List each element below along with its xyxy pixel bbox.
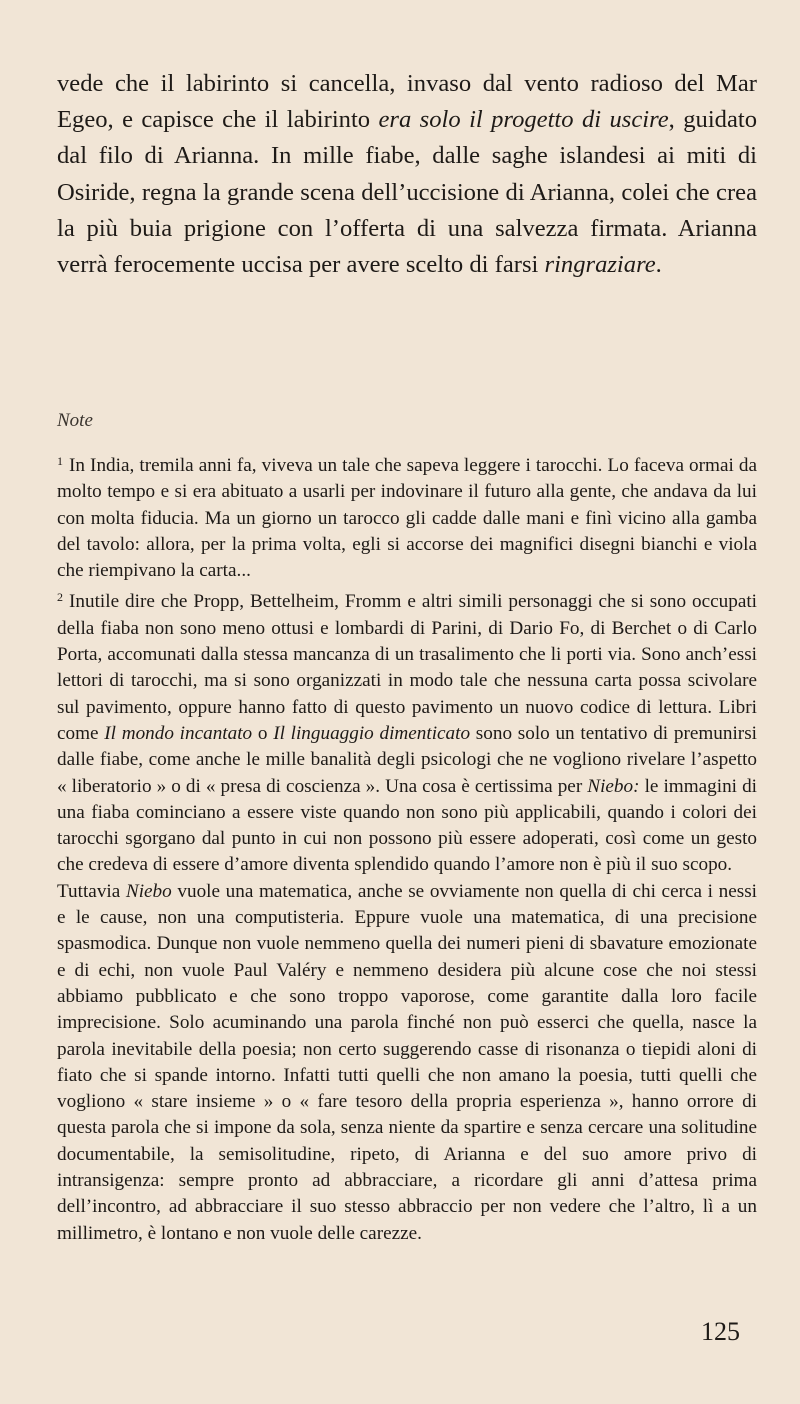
footnote-text: Tuttavia	[57, 880, 126, 902]
main-paragraph	[57, 66, 757, 283]
main-text-segment: , guidato dal filo di Arianna. In mille fiabe, dalle saghe islandesi ai miti di Osiride, regna la grande scena dell’uccisione di Arianna, colei che crea la più buia prigione con l’offerta di una salvezza firmata. Arianna verrà ferocemente uccisa per avere scelto di farsi	[57, 106, 757, 279]
notes-heading: Note	[57, 410, 93, 431]
footnote-text: sono solo un tentativo di premunirsi dalle fiabe, come anche le mille banalità degli psicologi che ne vogliono rivelare l’aspetto « liberatorio » o di « presa di coscienza ». Una cosa è certissima per	[57, 722, 757, 797]
footnote-text: In India, tremila anni fa, viveva un tale che sapeva leggere i tarocchi. Lo faceva ormai da molto tempo e si era abituato a usarli per indovinare il futuro alla gente, che andava da lui con molta fiducia. Ma un giorno un tarocco gli cadde dalle mani e finì vicino alla gamba del tavolo: allora, per la prima volta, egli si accorse dei magnifici disegni bianchi e viola che riempivano la carta...	[57, 455, 757, 582]
footnote-2	[57, 584, 757, 878]
footnote-marker: 1	[57, 454, 63, 468]
main-text-italic: ringraziare	[544, 251, 656, 279]
journal-name: Niebo	[125, 880, 172, 902]
book-title: Il linguaggio dimenticato	[273, 722, 471, 744]
footnote-text: o	[252, 722, 274, 744]
book-title: Il mondo incantato	[104, 722, 253, 744]
footnotes	[57, 448, 757, 1247]
journal-name: Niebo:	[587, 775, 640, 797]
footnote-1	[57, 448, 757, 584]
main-text-segment: .	[655, 251, 662, 279]
footnote-text: vuole una matematica, anche se ovviamente non quella di chi cerca i nessi e le cause, non una computisteria. Eppure vuole una matematica, di una precisione spasmodica. Dunque non vuole nemmeno quella dei numeri pieni di sbavature emozionate e di echi, non vuole Paul Valéry e nemmeno desidera più alcune cose che noi stessi abbiamo pubblicato e che sono troppo vaporose, come garantite dalla loro facile imprecisione. Solo acuminando una parola finché non può esserci che quella, nasce la parola inevitabile della poesia; non certo suggerendo casse di risonanza o tiepidi aloni di fiato che si spande intorno. Infatti tutti quelli che non amano la poesia, tutti quelli che vogliono « stare insieme » o « fare tesoro della propria esperienza », hanno orrore di questa parola che si impone da sola, senza niente da spartire e senza cercare una solitudine documentabile, la semisolitudine, ripeto, di Arianna e del suo amore privo di intransigenza: sempre pronto ad abbracciare, a ricordare gli anni d’attesa prima dell’incontro, ad abbracciare il suo stesso abbraccio per non vedere che l’altro, lì a un millimetro, è lontano e non vuole delle carezze.	[57, 880, 757, 1244]
footnote-marker: 2	[57, 590, 63, 605]
page-number: 125	[701, 1317, 740, 1346]
footnote-text: Inutile dire che Propp, Bettelheim, Fromm e altri simili personaggi che si sono occupati della fiaba non sono meno ottusi e lombardi di Parini, di Dario Fo, di Berchet o di Carlo Porta, accomunati dalla stessa mancanza di un trasalimento che li porti via. Sono anch’essi lettori di tarocchi, ma si sono organizzati in modo tale che nessuna carta possa scivolare sul pavimento, oppure hanno fatto di questo pavimento un nuovo codice di lettura. Libri come	[57, 591, 757, 744]
footnote-2-continuation	[57, 879, 757, 1247]
footnote-text: le immagini di una fiaba cominciano a essere viste quando non sono più applicabili, quando i colori dei tarocchi sgorgano dal punto in cui non possono più essere adoperati, così come un gesto che credeva di essere d’amore diventa splendido quando l’amore non è più il suo scopo.	[57, 775, 757, 876]
main-text-italic: era solo il progetto di uscire	[378, 106, 669, 134]
main-text-segment: vede che il labirinto si cancella, invaso dal vento radioso del Mar Egeo, e capisce che il labirinto	[57, 70, 757, 134]
